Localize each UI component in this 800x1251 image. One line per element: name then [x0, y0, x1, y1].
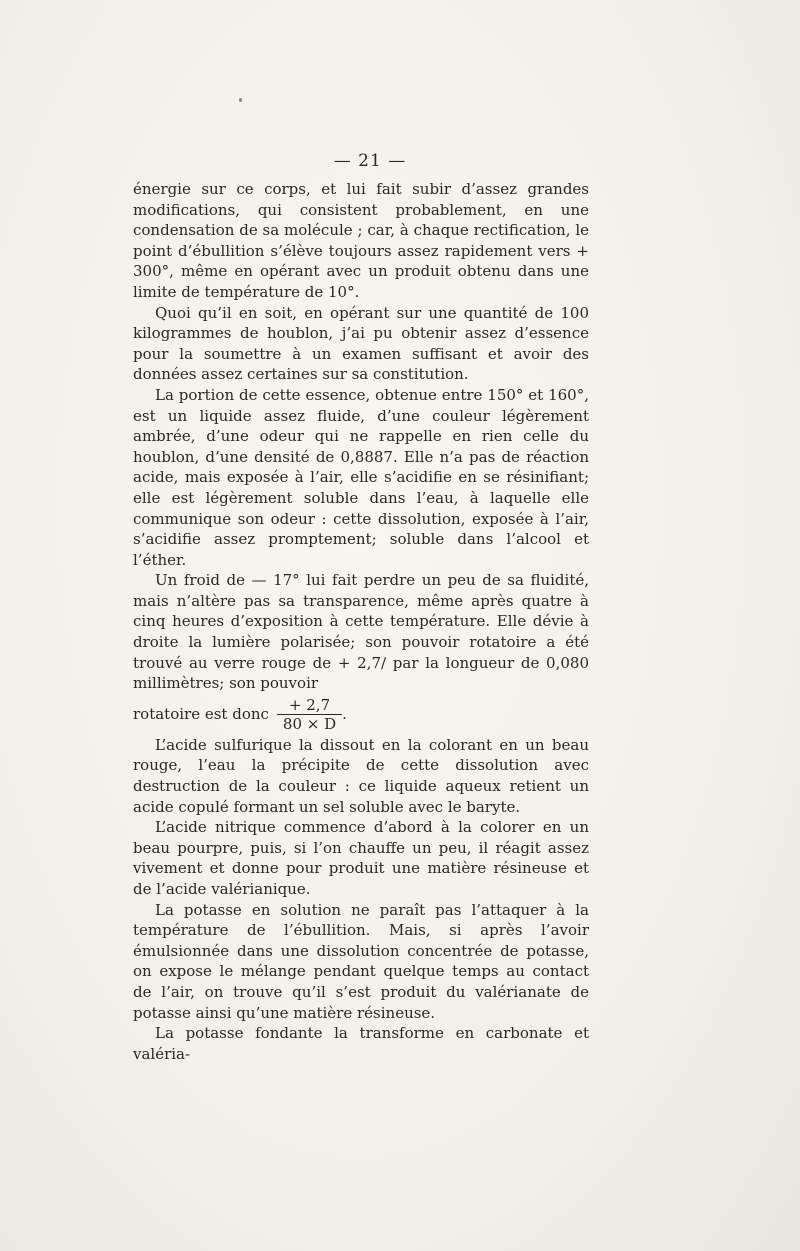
formula-denominator: 80 × D — [277, 714, 342, 733]
paragraph-7: La potasse en solution ne paraît pas l’attaquer à la température de l’ébullition. Mais, si après l’avoir émulsionnée dans une dissolution concentrée de potasse, on expose le mélange pendant quelque temps au contact de l’air, on trouve qu’il s’est produit du valérianate de potasse ainsi qu’une matière résineuse. — [133, 900, 589, 1022]
formula-fraction — [277, 696, 342, 733]
paragraph-6: L’acide nitrique commence d’abord à la colorer en un beau pourpre, puis, si l’on chauffe un peu, il réagit assez vivement et donne pour produit une matière résineuse et de l’acide valérianique. — [133, 818, 589, 898]
paragraph-8: La potasse fondante la transforme en carbonate et valéria- — [133, 1024, 589, 1063]
paragraph-5: L’acide sulfurique la dissout en la colorant en un beau rouge, l’eau la précipite de cette dissolution avec destruction de la couleur : ce liquide aqueux retient un acide copulé formant un sel soluble avec le baryte. — [133, 735, 589, 816]
scan-speck — [239, 98, 242, 102]
body-text — [133, 179, 589, 1064]
paragraph-4: Un froid de — 17° lui fait perdre un peu de sa fluidité, mais n’altère pas sa transparence, même après quatre à cinq heures d’exposition à cette température. Elle dévie à droite la lumière polarisée; son pouvoir rotatoire a été trouvé au verre rouge de + 2,7∕ par la longueur de 0,080 millimètres; son pouvoir — [133, 571, 589, 693]
paragraph-2: Quoi qu’il en soit, en opérant sur une quantité de 100 kilogrammes de houblon, j’ai pu obtenir assez d’essence pour la soumettre à un examen suffisant et avoir des données assez certaines sur sa constitution. — [133, 303, 589, 384]
paragraph-1: énergie sur ce corps, et lui fait subir d’assez grandes modifications, qui consistent probablement, en une condensation de sa molécule ; car, à chaque rectification, le point d’ébullition s’élève toujours assez rapidement vers + 300°, même en opérant avec un produit obtenu dans une limite de température de 10°. — [133, 180, 589, 301]
formula-lead: rotatoire est donc — [133, 705, 269, 724]
paragraph-3: La portion de cette essence, obtenue entre 150° et 160°, est un liquide assez fluide, d’une couleur légèrement ambrée, d’une odeur qui ne rappelle en rien celle du houblon, d’une densité de 0,8887. Elle n’a pas de réaction acide, mais exposée à l’air, elle s’acidifie en se résinifiant; elle est légèrement soluble dans l’eau, à laquelle elle communique son odeur : cette dissolution, exposée à l’air, s’acidifie assez promptement; soluble dans l’alcool et l’éther. — [133, 385, 589, 569]
formula-numerator: + 2,7 — [288, 695, 331, 714]
formula-trail: . — [342, 705, 347, 724]
rotatory-power-formula — [133, 694, 589, 735]
page-number: — 21 — — [333, 151, 407, 171]
